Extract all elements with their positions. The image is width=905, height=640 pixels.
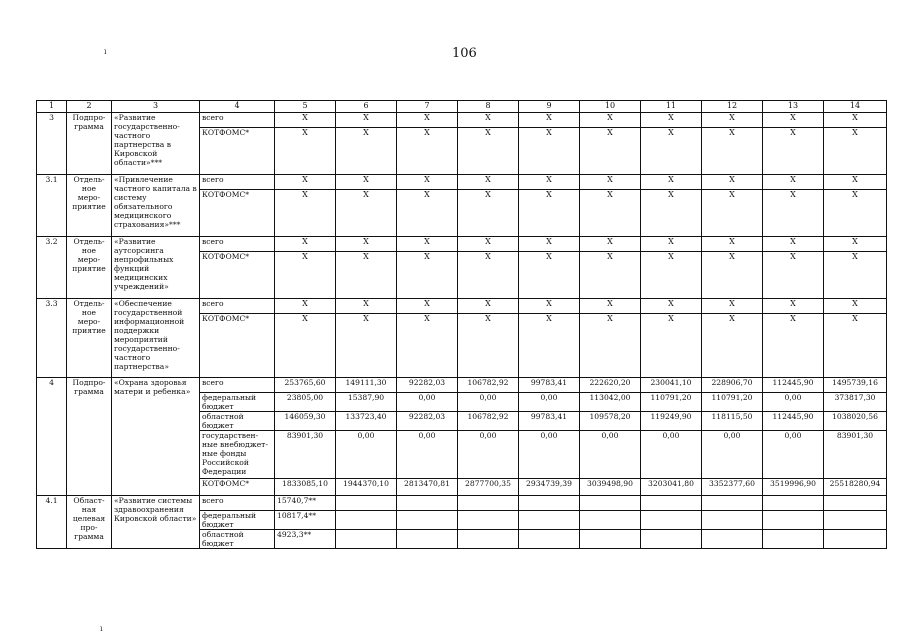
x-mark-cell: X <box>458 190 519 237</box>
x-mark-cell: X <box>580 252 641 299</box>
empty-cell <box>763 530 824 549</box>
column-header: 14 <box>824 101 887 113</box>
column-header: 3 <box>112 101 200 113</box>
value-cell: 99783,41 <box>519 412 580 431</box>
empty-cell <box>397 496 458 511</box>
empty-cell <box>702 496 763 511</box>
x-mark-cell: X <box>458 237 519 252</box>
value-cell: 373817,30 <box>824 393 887 412</box>
x-mark-cell: X <box>519 237 580 252</box>
x-mark-cell: X <box>519 128 580 175</box>
x-mark-cell: X <box>275 128 336 175</box>
x-mark-cell: X <box>824 299 887 314</box>
x-mark-cell: X <box>824 175 887 190</box>
x-mark-cell: X <box>519 314 580 378</box>
value-cell: 92282,03 <box>397 378 458 393</box>
section-name: «Привлечение частного капитала в систему обязательного медицинского страхования»*** <box>112 175 200 237</box>
value-cell: 92282,03 <box>397 412 458 431</box>
value-cell: 146059,30 <box>275 412 336 431</box>
x-mark-cell: X <box>580 128 641 175</box>
x-mark-cell: X <box>397 113 458 128</box>
x-mark-cell: X <box>275 113 336 128</box>
funding-source: федеральный бюджет <box>200 511 275 530</box>
value-cell: 110791,20 <box>641 393 702 412</box>
funding-source: всего <box>200 496 275 511</box>
x-mark-cell: X <box>336 113 397 128</box>
value-cell: 2813470,81 <box>397 479 458 496</box>
column-header: 6 <box>336 101 397 113</box>
x-mark-cell: X <box>702 175 763 190</box>
value-cell: 106782,92 <box>458 412 519 431</box>
funding-source: КОТФОМС* <box>200 479 275 496</box>
value-cell: 0,00 <box>580 431 641 479</box>
x-mark-cell: X <box>397 237 458 252</box>
empty-cell <box>519 496 580 511</box>
header-row <box>37 101 887 113</box>
value-cell: 0,00 <box>397 431 458 479</box>
x-mark-cell: X <box>641 252 702 299</box>
x-mark-cell: X <box>336 314 397 378</box>
value-cell: 0,00 <box>458 393 519 412</box>
value-cell: 3039498,90 <box>580 479 641 496</box>
x-mark-cell: X <box>275 299 336 314</box>
section-type: Отдель- ное меро- приятие <box>67 175 112 237</box>
empty-cell <box>763 496 824 511</box>
x-mark-cell: X <box>336 175 397 190</box>
x-mark-cell: X <box>641 237 702 252</box>
value-cell: 23805,00 <box>275 393 336 412</box>
empty-cell <box>641 496 702 511</box>
x-mark-cell: X <box>824 190 887 237</box>
x-mark-cell: X <box>336 299 397 314</box>
value-cell: 106782,92 <box>458 378 519 393</box>
x-mark-cell: X <box>519 190 580 237</box>
value-cell: 0,00 <box>763 431 824 479</box>
empty-cell <box>641 511 702 530</box>
empty-cell <box>702 511 763 530</box>
value-cell: 228906,70 <box>702 378 763 393</box>
x-mark-cell: X <box>275 314 336 378</box>
x-mark-cell: X <box>824 237 887 252</box>
section-name: «Развитие аутсорсинга непрофильных функций медицинских учреждений» <box>112 237 200 299</box>
funding-source: государствен-ные внебюджет-ные фонды Российской Федерации <box>200 431 275 479</box>
value-cell: 112445,90 <box>763 412 824 431</box>
x-mark-cell: X <box>763 175 824 190</box>
x-mark-cell: X <box>763 252 824 299</box>
value-cell: 109578,20 <box>580 412 641 431</box>
column-header: 1 <box>37 101 67 113</box>
value-cell: 0,00 <box>397 393 458 412</box>
empty-cell <box>397 530 458 549</box>
x-mark-cell: X <box>458 175 519 190</box>
section-number: 3.3 <box>37 299 67 378</box>
value-cell: 222620,20 <box>580 378 641 393</box>
x-mark-cell: X <box>702 252 763 299</box>
margin-mark-top: ı <box>104 47 107 56</box>
column-header: 10 <box>580 101 641 113</box>
x-mark-cell: X <box>458 252 519 299</box>
x-mark-cell: X <box>763 314 824 378</box>
x-mark-cell: X <box>519 113 580 128</box>
x-mark-cell: X <box>641 314 702 378</box>
value-cell: 83901,30 <box>824 431 887 479</box>
x-mark-cell: X <box>824 113 887 128</box>
x-mark-cell: X <box>580 237 641 252</box>
value-cell: 0,00 <box>702 431 763 479</box>
value-cell: 1495739,16 <box>824 378 887 393</box>
x-mark-cell: X <box>397 190 458 237</box>
value-cell: 110791,20 <box>702 393 763 412</box>
empty-cell <box>702 530 763 549</box>
x-mark-cell: X <box>397 128 458 175</box>
x-mark-cell: X <box>397 299 458 314</box>
column-header: 9 <box>519 101 580 113</box>
x-mark-cell: X <box>275 190 336 237</box>
x-mark-cell: X <box>458 314 519 378</box>
section-type: Подпро- грамма <box>67 113 112 175</box>
x-mark-cell: X <box>458 113 519 128</box>
empty-cell <box>336 496 397 511</box>
funding-source: областной бюджет <box>200 530 275 549</box>
value-cell: 149111,30 <box>336 378 397 393</box>
funding-source: областной бюджет <box>200 412 275 431</box>
x-mark-cell: X <box>702 314 763 378</box>
table-row <box>37 175 887 190</box>
funding-source: всего <box>200 175 275 190</box>
empty-cell <box>580 496 641 511</box>
section-name: «Развитие системы здравоохранения Кировской области» <box>112 496 200 549</box>
value-cell: 0,00 <box>336 431 397 479</box>
value-cell: 0,00 <box>519 431 580 479</box>
table-row <box>37 299 887 314</box>
funding-source: КОТФОМС* <box>200 190 275 237</box>
column-header: 11 <box>641 101 702 113</box>
x-mark-cell: X <box>641 299 702 314</box>
funding-source: всего <box>200 113 275 128</box>
funding-source: всего <box>200 378 275 393</box>
table-row <box>37 237 887 252</box>
table-row <box>37 378 887 393</box>
margin-mark-bottom: ı <box>100 624 103 633</box>
x-mark-cell: X <box>519 252 580 299</box>
value-cell: 3519996,90 <box>763 479 824 496</box>
section-number: 3 <box>37 113 67 175</box>
value-cell: 4923,3** <box>275 530 336 549</box>
column-header: 13 <box>763 101 824 113</box>
x-mark-cell: X <box>824 252 887 299</box>
section-number: 3.2 <box>37 237 67 299</box>
x-mark-cell: X <box>397 252 458 299</box>
value-cell: 113042,00 <box>580 393 641 412</box>
section-name: «Охрана здоровья матери и ребенка» <box>112 378 200 496</box>
x-mark-cell: X <box>275 175 336 190</box>
value-cell: 1833085,10 <box>275 479 336 496</box>
value-cell: 230041,10 <box>641 378 702 393</box>
section-name: «Обеспечение государственной информационной поддержки мероприятий государственно-частного партнерства» <box>112 299 200 378</box>
x-mark-cell: X <box>702 237 763 252</box>
x-mark-cell: X <box>763 299 824 314</box>
x-mark-cell: X <box>702 299 763 314</box>
empty-cell <box>336 511 397 530</box>
x-mark-cell: X <box>763 113 824 128</box>
funding-source: КОТФОМС* <box>200 128 275 175</box>
funding-source: федеральный бюджет <box>200 393 275 412</box>
value-cell: 118115,50 <box>702 412 763 431</box>
funding-source: всего <box>200 237 275 252</box>
x-mark-cell: X <box>580 299 641 314</box>
empty-cell <box>519 530 580 549</box>
x-mark-cell: X <box>397 175 458 190</box>
x-mark-cell: X <box>519 175 580 190</box>
x-mark-cell: X <box>336 128 397 175</box>
empty-cell <box>641 530 702 549</box>
section-number: 4 <box>37 378 67 496</box>
empty-cell <box>458 496 519 511</box>
empty-cell <box>824 511 887 530</box>
x-mark-cell: X <box>275 237 336 252</box>
page-number: 106 <box>452 46 477 61</box>
empty-cell <box>580 530 641 549</box>
x-mark-cell: X <box>824 128 887 175</box>
x-mark-cell: X <box>580 113 641 128</box>
x-mark-cell: X <box>275 252 336 299</box>
x-mark-cell: X <box>763 237 824 252</box>
column-header: 8 <box>458 101 519 113</box>
x-mark-cell: X <box>763 128 824 175</box>
empty-cell <box>458 530 519 549</box>
value-cell: 3203041,80 <box>641 479 702 496</box>
value-cell: 253765,60 <box>275 378 336 393</box>
value-cell: 2934739,39 <box>519 479 580 496</box>
value-cell: 10817,4** <box>275 511 336 530</box>
value-cell: 1038020,56 <box>824 412 887 431</box>
empty-cell <box>763 511 824 530</box>
x-mark-cell: X <box>641 190 702 237</box>
value-cell: 15740,7** <box>275 496 336 511</box>
x-mark-cell: X <box>580 314 641 378</box>
section-type: Отдель- ное меро- приятие <box>67 299 112 378</box>
column-header: 12 <box>702 101 763 113</box>
x-mark-cell: X <box>336 190 397 237</box>
column-header: 2 <box>67 101 112 113</box>
x-mark-cell: X <box>641 113 702 128</box>
x-mark-cell: X <box>824 314 887 378</box>
value-cell: 83901,30 <box>275 431 336 479</box>
x-mark-cell: X <box>580 175 641 190</box>
x-mark-cell: X <box>641 175 702 190</box>
x-mark-cell: X <box>702 128 763 175</box>
value-cell: 0,00 <box>763 393 824 412</box>
empty-cell <box>824 530 887 549</box>
section-name: «Развитие государственно-частного партнерства в Кировской области»*** <box>112 113 200 175</box>
value-cell: 1944370,10 <box>336 479 397 496</box>
section-type: Област- ная целевая про- грамма <box>67 496 112 549</box>
value-cell: 99783,41 <box>519 378 580 393</box>
x-mark-cell: X <box>458 128 519 175</box>
x-mark-cell: X <box>336 237 397 252</box>
value-cell: 2877700,35 <box>458 479 519 496</box>
x-mark-cell: X <box>580 190 641 237</box>
x-mark-cell: X <box>336 252 397 299</box>
empty-cell <box>580 511 641 530</box>
value-cell: 0,00 <box>641 431 702 479</box>
funding-source: КОТФОМС* <box>200 314 275 378</box>
column-header: 7 <box>397 101 458 113</box>
funding-source: всего <box>200 299 275 314</box>
funding-source: КОТФОМС* <box>200 252 275 299</box>
column-header: 4 <box>200 101 275 113</box>
value-cell: 0,00 <box>519 393 580 412</box>
section-type: Подпро- грамма <box>67 378 112 496</box>
table-row <box>37 113 887 128</box>
value-cell: 133723,40 <box>336 412 397 431</box>
financing-table <box>36 100 887 549</box>
empty-cell <box>824 496 887 511</box>
table-row <box>37 496 887 511</box>
value-cell: 119249,90 <box>641 412 702 431</box>
section-number: 3.1 <box>37 175 67 237</box>
empty-cell <box>458 511 519 530</box>
empty-cell <box>336 530 397 549</box>
x-mark-cell: X <box>397 314 458 378</box>
value-cell: 112445,90 <box>763 378 824 393</box>
empty-cell <box>397 511 458 530</box>
x-mark-cell: X <box>458 299 519 314</box>
x-mark-cell: X <box>763 190 824 237</box>
column-header: 5 <box>275 101 336 113</box>
section-number: 4.1 <box>37 496 67 549</box>
value-cell: 15387,90 <box>336 393 397 412</box>
value-cell: 0,00 <box>458 431 519 479</box>
x-mark-cell: X <box>702 113 763 128</box>
x-mark-cell: X <box>702 190 763 237</box>
section-type: Отдель- ное меро- приятие <box>67 237 112 299</box>
value-cell: 3352377,60 <box>702 479 763 496</box>
x-mark-cell: X <box>519 299 580 314</box>
empty-cell <box>519 511 580 530</box>
x-mark-cell: X <box>641 128 702 175</box>
value-cell: 25518280,94 <box>824 479 887 496</box>
